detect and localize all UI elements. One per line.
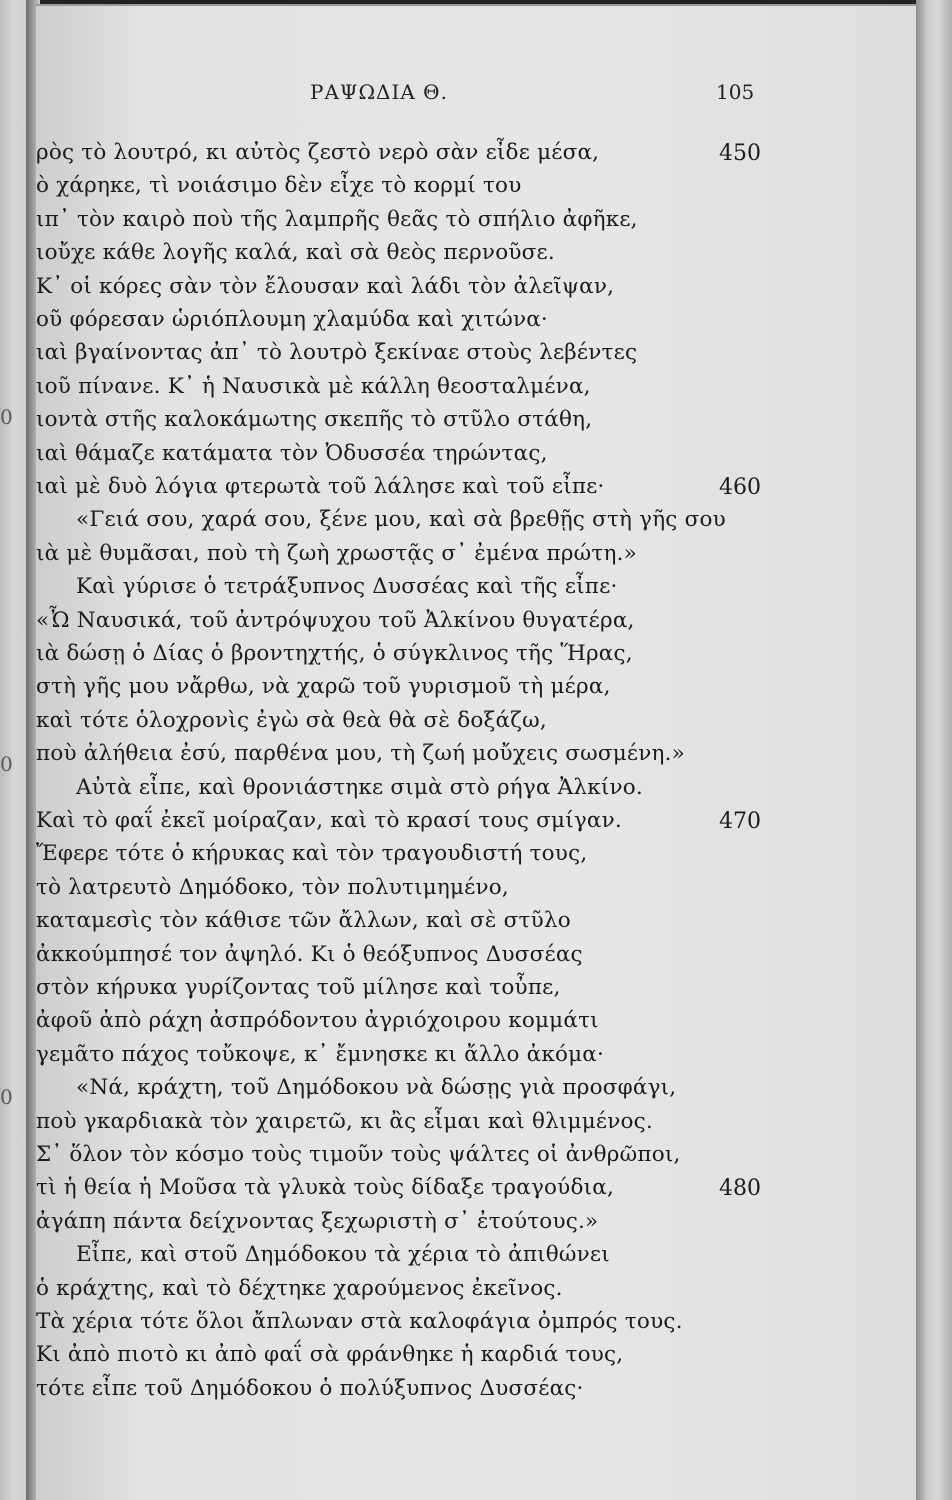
verse-line: ὸ χάρηκε, τὶ νοιάσιμο δὲν εἶχε τὸ κορμί του <box>36 173 522 199</box>
margin-mark: 0 <box>0 1085 13 1109</box>
verse-line: ὁ κράχτης, καὶ τὸ δέχτηκε χαρούμενος ἐκεῖνος. <box>36 1275 563 1301</box>
verse-line: ἀγάπη πάντα δείχνοντας ξεχωριστὴ σ᾽ ἐτούτους.» <box>36 1208 599 1234</box>
verse-line: στὸν κήρυκα γυρίζοντας τοῦ μίλησε καὶ τοὖπε, <box>36 975 561 1000</box>
verse-line: ρὸς τὸ λουτρό, κι αὐτὸς ζεστὸ νερὸ σὰν εἶδε μέσα, <box>36 140 600 165</box>
verse-line: Εἶπε, καὶ στοῦ Δημόδοκου τὰ χέρια τὸ ἀπιθώνει <box>76 1242 610 1268</box>
verse-line: ἀφοῦ ἀπὸ ράχη ἀσπρόδοντου ἀγριόχοιρου κομμάτι <box>36 1008 599 1034</box>
verse-line: Αὐτὰ εἶπε, καὶ θρονιάστηκε σιμὰ στὸ ρήγα Ἀλκίνο. <box>76 774 643 800</box>
page-number: 105 <box>716 80 755 104</box>
next-page-edge <box>916 0 952 1500</box>
verse-line: ιαὶ βγαίνοντας ἀπ᾽ τὸ λουτρὸ ξεκίναε στοὺς λεβέντες <box>36 340 638 366</box>
verse-line: ἀκκούμπησέ τον ἀψηλό. Κι ὁ θεόξυπνος Δυσσέας <box>36 941 583 967</box>
verse-line: Κι ἀπὸ πιοτὸ κι ἀπὸ φαΐ σὰ φράνθηκε ἡ καρδιά τους, <box>36 1342 624 1368</box>
line-number: 450 <box>719 141 761 166</box>
verse-line: ιαὶ μὲ δυὸ λόγια φτερωτὰ τοῦ λάλησε καὶ τοῦ εἶπε· <box>36 474 605 499</box>
verse-line: ποὺ γκαρδιακὰ τὸν χαιρετῶ, κι ἂς εἶμαι καὶ θλιμμένος. <box>36 1108 653 1134</box>
verse-line: «Γειά σου, χαρά σου, ξένε μου, καὶ σὰ βρεθῇς στὴ γῆς σου <box>76 507 726 533</box>
verse-line: Κ᾽ οἱ κόρες σὰν τὸν ἔλουσαν καὶ λάδι τὸν ἀλεῖψαν, <box>36 273 615 299</box>
verse-line: «Νά, κράχτη, τοῦ Δημόδοκου νὰ δώσῃς γιὰ προσφάγι, <box>76 1075 677 1101</box>
verse-line: καὶ τότε ὁλοχρονὶς ἐγὼ σὰ θεὰ θὰ σὲ δοξάζω, <box>36 707 547 733</box>
verse-line: ιοντὰ στῆς καλοκάμωτης σκεπῆς τὸ στῦλο στάθη, <box>36 407 593 433</box>
verse-line: ιπ᾽ τὸν καιρὸ ποὺ τῆς λαμπρῆς θεᾶς τὸ σπήλιο ἀφῆκε, <box>36 206 638 232</box>
verse-line: ιαὶ θάμαζε κατάματα τὸν Ὀδυσσέα τηρώντας, <box>36 440 548 466</box>
verse-line: Τὰ χέρια τότε ὅλοι ἄπλωναν στὰ καλοφάγια ὀμπρός τους. <box>36 1309 683 1334</box>
verse-line: τὶ ἡ θεία ἡ Μοῦσα τὰ γλυκὰ τοὺς δίδαξε τραγούδια, <box>36 1175 614 1201</box>
verse-line: «Ὦ Ναυσικά, τοῦ ἀντρόψυχου τοῦ Ἀλκίνου θυγατέρα, <box>36 607 635 633</box>
margin-mark: 0 <box>0 752 13 776</box>
verse-line: γεμᾶτο πάχος τοὔκοψε, κ᾽ ἔμνησκε κι ἄλλο ἀκόμα· <box>36 1041 605 1067</box>
text-block <box>36 0 916 1500</box>
margin-mark: 0 <box>0 405 13 429</box>
verse-line: οῦ φόρεσαν ὡριόπλουμη χλαμύδα καὶ χιτώνα· <box>36 307 548 332</box>
verse-line: στὴ γῆς μου νἄρθω, νὰ χαρῶ τοῦ γυρισμοῦ τὴ μέρα, <box>36 674 611 700</box>
verse-line: Καὶ γύρισε ὁ τετράξυπνος Δυσσέας καὶ τῆς εἶπε· <box>76 574 618 600</box>
verse-line: Καὶ τὸ φαΐ ἐκεῖ μοίραζαν, καὶ τὸ κρασί τους σμίγαν. <box>36 808 622 833</box>
verse-line: Ἔφερε τότε ὁ κήρυκας καὶ τὸν τραγουδιστή τους, <box>36 841 588 867</box>
line-number: 470 <box>719 809 761 834</box>
verse-line: ιοὔχε κάθε λογῆς καλά, καὶ σὰ θεὸς περνοῦσε. <box>36 240 555 266</box>
line-number: 480 <box>719 1176 761 1202</box>
verse-line: ιὰ δώσῃ ὁ Δίας ὁ βροντηχτής, ὁ σύγκλινος τῆς Ἥρας, <box>36 641 633 666</box>
verse-line: Σ᾽ ὅλον τὸν κόσμο τοὺς τιμοῦν τοὺς ψάλτες οἱ ἀνθρῶποι, <box>36 1142 681 1167</box>
line-number: 460 <box>719 475 761 500</box>
verse-line: ποὺ ἀλήθεια ἐσύ, παρθένα μου, τὴ ζωή μοὔχεις σωσμένη.» <box>36 741 685 767</box>
verse-line: τότε εἶπε τοῦ Δημόδοκου ὁ πολύξυπνος Δυσσέας· <box>36 1375 584 1401</box>
running-title: ΡΑΨΩΔΙΑ Θ. <box>310 80 448 104</box>
verse-line: ιὰ μὲ θυμᾶσαι, ποὺ τὴ ζωὴ χρωστᾷς σ᾽ ἐμένα πρώτη.» <box>36 540 637 566</box>
verse-line: τὸ λατρευτὸ Δημόδοκο, τὸν πολυτιμημένο, <box>36 874 509 900</box>
verse-line: καταμεσὶς τὸν κάθισε τῶν ἄλλων, καὶ σὲ στῦλο <box>36 908 571 934</box>
verse-line: ιοῦ πίνανε. Κ᾽ ἡ Ναυσικὰ μὲ κάλλη θεοσταλμένα, <box>36 373 591 399</box>
